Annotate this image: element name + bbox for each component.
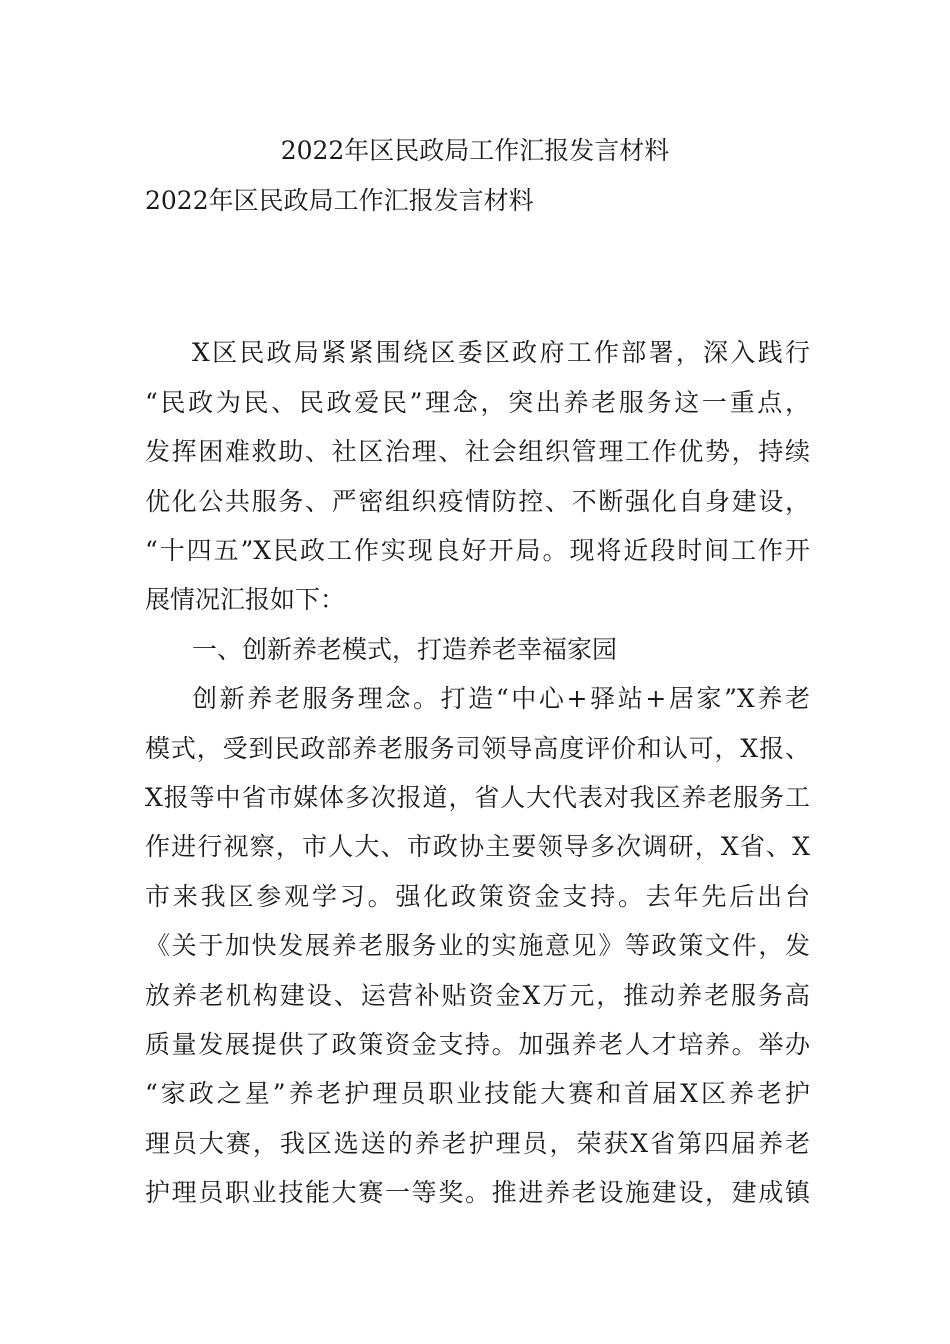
paragraph-line: “十四五”X民政工作实现良好开局。现将近段时间工作开 <box>145 536 810 565</box>
paragraph-line: 质量发展提供了政策资金支持。加强养老人才培养。举办 <box>145 1030 810 1059</box>
paragraph-line: X报等中省市媒体多次报道，省人大代表对我区养老服务工 <box>145 783 810 812</box>
paragraph-line: 发挥困难救助、社区治理、社会组织管理工作优势，持续 <box>145 437 810 466</box>
paragraph-line: 《关于加快发展养老服务业的实施意见》等政策文件，发 <box>145 931 810 960</box>
paragraph-line: “民政为民、民政爱民”理念，突出养老服务这一重点， <box>145 388 810 417</box>
paragraph-line: 展情况汇报如下： <box>145 585 346 614</box>
section-heading: 一、创新养老模式，打造养老幸福家园 <box>192 635 618 664</box>
document-title: 2022年区民政局工作汇报发言材料 <box>280 136 670 165</box>
paragraph-line: 优化公共服务、严密组织疫情防控、不断强化自身建设， <box>145 487 810 516</box>
paragraph-line: 护理员职业技能大赛一等奖。推进养老设施建设，建成镇 <box>145 1178 810 1207</box>
paragraph-line: 市来我区参观学习。强化政策资金支持。去年先后出台 <box>145 882 810 911</box>
paragraph-line: 创新养老服务理念。打造“中心+驿站+居家”X养老 <box>192 684 810 713</box>
paragraph-line: “家政之星”养老护理员职业技能大赛和首届X区养老护 <box>145 1079 810 1108</box>
paragraph-line: 模式，受到民政部养老服务司领导高度评价和认可，X报、 <box>145 734 810 763</box>
paragraph-line: 作进行视察，市人大、市政协主要领导多次调研，X省、X <box>145 832 810 861</box>
paragraph-line: X区民政局紧紧围绕区委区政府工作部署，深入践行 <box>192 338 810 367</box>
document-subtitle: 2022年区民政局工作汇报发言材料 <box>145 186 534 215</box>
paragraph-line: 放养老机构建设、运营补贴资金X万元，推动养老服务高 <box>145 981 810 1010</box>
paragraph-line: 理员大赛，我区选送的养老护理员，荣获X省第四届养老 <box>145 1129 810 1158</box>
